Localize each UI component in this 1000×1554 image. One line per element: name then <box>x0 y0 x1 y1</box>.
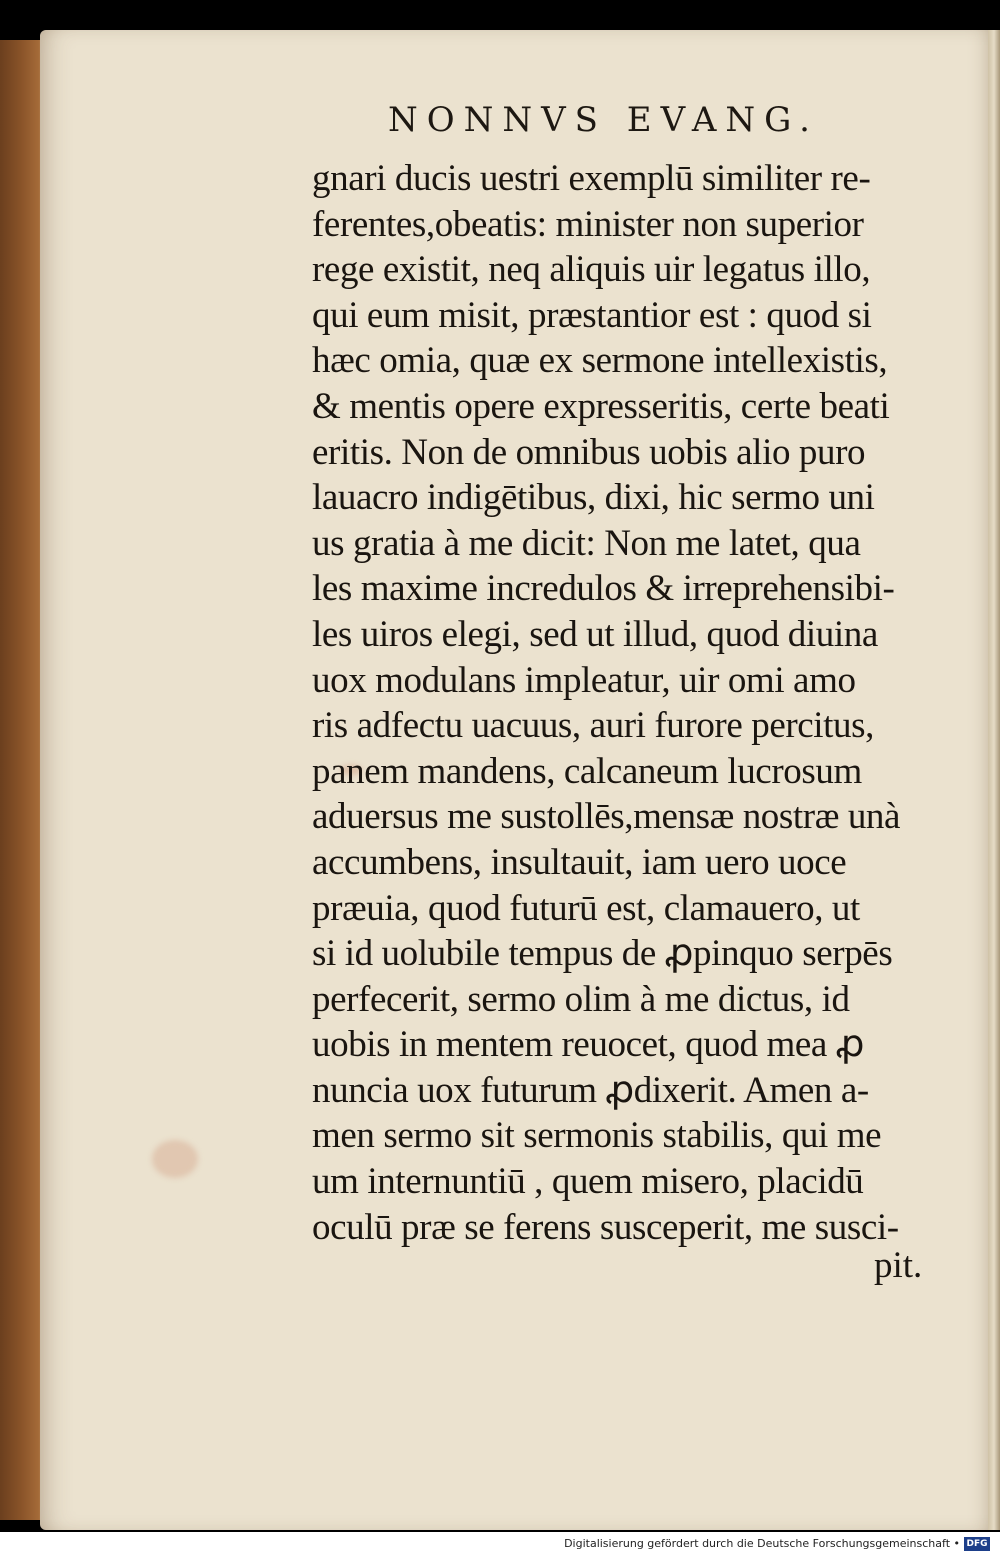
text-line: us gratia à me dicit: Non me latet, qua <box>312 522 861 564</box>
text-line: aduersus me sustollēs,mensæ nostræ unà <box>312 796 901 838</box>
text-line: ferentes,obeatis: minister non superior <box>312 203 864 245</box>
text-line: panem mandens, calcaneum lucrosum <box>312 750 862 792</box>
text-line: les maxime incredulos & irreprehensibi- <box>312 568 895 610</box>
text-line: um internuntiū , quem misero, placidū <box>312 1161 864 1203</box>
running-head: NONNVS EVANG. <box>388 100 819 140</box>
text-line: lauacro indigētibus, dixi, hic sermo uni <box>312 477 875 519</box>
text-line: uobis in mentem reuocet, quod mea ꝓ <box>312 1024 865 1066</box>
text-line: les uiros elegi, sed ut illud, quod diuina <box>312 613 878 655</box>
text-line: rege existit, neq aliquis uir legatus illo, <box>312 249 871 291</box>
dfg-logo-icon: DFG <box>964 1537 990 1551</box>
body-text <box>312 156 942 1250</box>
paper-stain <box>152 1140 198 1178</box>
text-line: hæc omia, quæ ex sermone intellexistis, <box>312 340 888 382</box>
text-line: qui eum misit, præstantior est : quod si <box>312 294 872 336</box>
text-line: men sermo sit sermonis stabilis, qui me <box>312 1115 882 1157</box>
text-line: eritis. Non de omnibus uobis alio puro <box>312 431 866 473</box>
page-edge <box>988 30 1000 1530</box>
text-line: nuncia uox futurum ꝓdixerit. Amen a- <box>312 1069 869 1111</box>
text-line: gnari ducis uestri exemplū similiter re- <box>312 158 871 199</box>
text-line: præuia, quod futurū est, clamauero, ut <box>312 887 860 929</box>
text-line: ris adfectu uacuus, auri furore percitus, <box>312 705 874 747</box>
funding-credit: Digitalisierung gefördert durch die Deutsche Forschungsgemeinschaft • <box>564 1537 960 1550</box>
text-line: si id uolubile tempus de ꝓpinquo serpēs <box>312 933 893 975</box>
text-line: & mentis opere expresseritis, certe beati <box>312 385 890 427</box>
footer-bar <box>0 1532 1000 1554</box>
text-line: accumbens, insultauit, iam uero uoce <box>312 841 847 883</box>
text-line: oculū præ se ferens susceperit, me susci- <box>312 1206 899 1248</box>
catchword: pit. <box>874 1245 923 1286</box>
text-line: perfecerit, sermo olim à me dictus, id <box>312 978 850 1020</box>
text-line: uox modulans impleatur, uir omi amo <box>312 659 856 701</box>
